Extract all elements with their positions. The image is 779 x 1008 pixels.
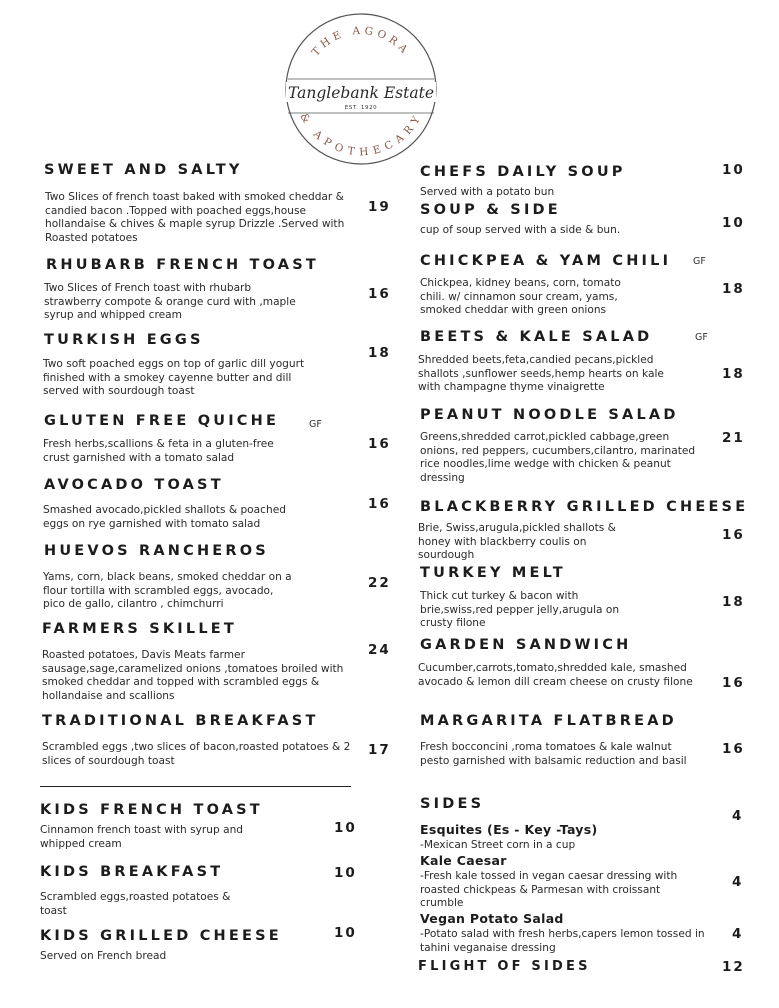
menu-item-description: Two Slices of french toast baked with smoked cheddar & candied bacon .Topped with poached eggs,house hollandaise & chives & maple syrup Drizzle .Served with Roasted potatoes <box>45 191 345 244</box>
section-divider <box>40 786 351 787</box>
logo-arc-bottom-text: & APOTHECARY <box>297 111 425 159</box>
kids-item-title: KIDS BREAKFAST <box>40 864 224 880</box>
menu-item-description: Fresh bocconcini ,roma tomatoes & kale walnut pesto garnished with balsamic reduction and basil <box>420 741 687 767</box>
flight-of-sides-title: FLIGHT OF SIDES <box>418 959 591 974</box>
menu-item-price: 18 <box>368 345 391 361</box>
menu-item-description: Fresh herbs,scallions & feta in a gluten-free crust garnished with a tomato salad <box>43 438 274 464</box>
menu-item-price: 16 <box>722 527 745 543</box>
menu-item-title: CHEFS DAILY SOUP <box>420 164 626 180</box>
kids-item-title: KIDS GRILLED CHEESE <box>40 928 282 944</box>
menu-item-title: SOUP & SIDE <box>420 202 561 218</box>
kids-item-price: 10 <box>334 820 357 836</box>
side-item-price: 4 <box>732 926 744 942</box>
logo-established: EST. 1920 <box>344 105 378 111</box>
menu-item-title: GARDEN SANDWICH <box>420 637 632 653</box>
menu-item-price: 16 <box>368 436 391 452</box>
menu-item-description: Shredded beets,feta,candied pecans,pickled shallots ,sunflower seeds,hemp hearts on kale with champagne thyme vinaigrette <box>418 354 664 394</box>
estate-logo <box>282 10 440 168</box>
menu-item-title: AVOCADO TOAST <box>44 477 224 493</box>
menu-item-description: Thick cut turkey & bacon with brie,swiss,red pepper jelly,arugula on crusty filone <box>420 590 620 630</box>
menu-item-title: FARMERS SKILLET <box>42 621 237 637</box>
menu-item-title: SWEET AND SALTY <box>44 162 243 178</box>
menu-item-title: TURKISH EGGS <box>44 332 204 348</box>
menu-item-description: Smashed avocado,pickled shallots & poached eggs on rye garnished with tomato salad <box>43 504 286 530</box>
side-item-name: Vegan Potato Salad <box>420 911 564 926</box>
side-item-price: 4 <box>732 808 744 824</box>
menu-item-description: Greens,shredded carrot,pickled cabbage,green onions, red peppers, cucumbers,cilantro, marinated rice noodles,lime wedge with chicken & peanut dressing <box>420 431 696 484</box>
menu-item-price: 16 <box>368 286 391 302</box>
sides-section-title: SIDES <box>420 796 485 812</box>
logo-emblem <box>282 10 440 168</box>
side-item-description: -Potato salad with fresh herbs,capers lemon tossed in tahini veganaise dressing <box>420 928 705 954</box>
menu-item-title: CHICKPEA & YAM CHILI <box>420 253 672 269</box>
menu-item-title: MARGARITA FLATBREAD <box>420 713 677 729</box>
menu-item-price: 17 <box>368 742 391 758</box>
side-item-description: -Mexican Street corn in a cup <box>420 839 576 851</box>
kids-item-description: Scrambled eggs,roasted potatoes & toast <box>40 891 231 917</box>
logo-script-name: Tanglebank Estate <box>287 84 435 102</box>
side-item-price: 4 <box>732 874 744 890</box>
menu-item-description: Cucumber,carrots,tomato,shredded kale, smashed avocado & lemon dill cream cheese on crusty filone <box>418 662 693 688</box>
menu-item-description: Brie, Swiss,arugula,pickled shallots & honey with blackberry coulis on sourdough <box>418 522 616 562</box>
menu-item-description: cup of soup served with a side & bun. <box>420 224 621 236</box>
menu-item-title: BLACKBERRY GRILLED CHEESE <box>420 499 749 515</box>
menu-item-description: Yams, corn, black beans, smoked cheddar on a flour tortilla with scrambled eggs, avocado, pico de gallo, cilantro , chimchurri <box>43 571 292 611</box>
menu-item-title: HUEVOS RANCHEROS <box>44 543 269 559</box>
menu-item-price: 21 <box>722 430 745 446</box>
menu-item-price: 18 <box>722 366 745 382</box>
menu-item-price: 18 <box>722 594 745 610</box>
menu-item-description: Two soft poached eggs on top of garlic dill yogurt finished with a smokey cayenne butter and dill served with sourdough toast <box>43 358 305 398</box>
menu-item-title: TURKEY MELT <box>420 565 566 581</box>
menu-item-price: 18 <box>722 281 745 297</box>
menu-item-price: 16 <box>722 741 745 757</box>
gluten-free-tag: GF <box>695 332 708 343</box>
menu-item-price: 24 <box>368 642 391 658</box>
menu-item-description: Scrambled eggs ,two slices of bacon,roasted potatoes & 2 slices of sourdough toast <box>42 741 351 767</box>
menu-item-title: RHUBARB FRENCH TOAST <box>46 257 319 273</box>
menu-item-price: 16 <box>722 675 745 691</box>
menu-item-title: GLUTEN FREE QUICHE <box>44 413 280 429</box>
menu-item-price: 10 <box>722 215 745 231</box>
menu-item-title: PEANUT NOODLE SALAD <box>420 407 679 423</box>
menu-item-price: 10 <box>722 162 745 178</box>
side-item-description: -Fresh kale tossed in vegan caesar dressing with roasted chickpeas & Parmesan with croissant crumble <box>420 870 678 910</box>
logo-arc-top-text: THE AGORA <box>309 24 413 59</box>
kids-item-description: Served on French bread <box>40 950 167 962</box>
menu-item-price: 16 <box>368 496 391 512</box>
kids-item-price: 10 <box>334 925 357 941</box>
flight-of-sides-price: 12 <box>722 959 745 975</box>
kids-item-description: Cinnamon french toast with syrup and whipped cream <box>40 824 244 850</box>
menu-item-description: Roasted potatoes, Davis Meats farmer sausage,sage,caramelized onions ,tomatoes broiled with smoked cheddar and topped with scrambled eggs & hollandaise and scallions <box>42 649 344 702</box>
side-item-name: Esquites (Es - Key -Tays) <box>420 822 598 837</box>
menu-item-title: TRADITIONAL BREAKFAST <box>42 713 319 729</box>
menu-item-price: 22 <box>368 575 391 591</box>
menu-item-price: 19 <box>368 199 391 215</box>
gluten-free-tag: GF <box>693 256 706 267</box>
kids-item-title: KIDS FRENCH TOAST <box>40 802 263 818</box>
menu-item-description: Two Slices of French toast with rhubarb strawberry compote & orange curd with ,maple syrup and whipped cream <box>44 282 296 322</box>
kids-item-price: 10 <box>334 865 357 881</box>
menu-item-description: Served with a potato bun <box>420 186 555 198</box>
side-item-name: Kale Caesar <box>420 853 507 868</box>
menu-item-description: Chickpea, kidney beans, corn, tomato chili. w/ cinnamon sour cream, yams, smoked cheddar with green onions <box>420 277 621 317</box>
gluten-free-tag: GF <box>309 419 322 430</box>
menu-item-title: BEETS & KALE SALAD <box>420 329 653 345</box>
